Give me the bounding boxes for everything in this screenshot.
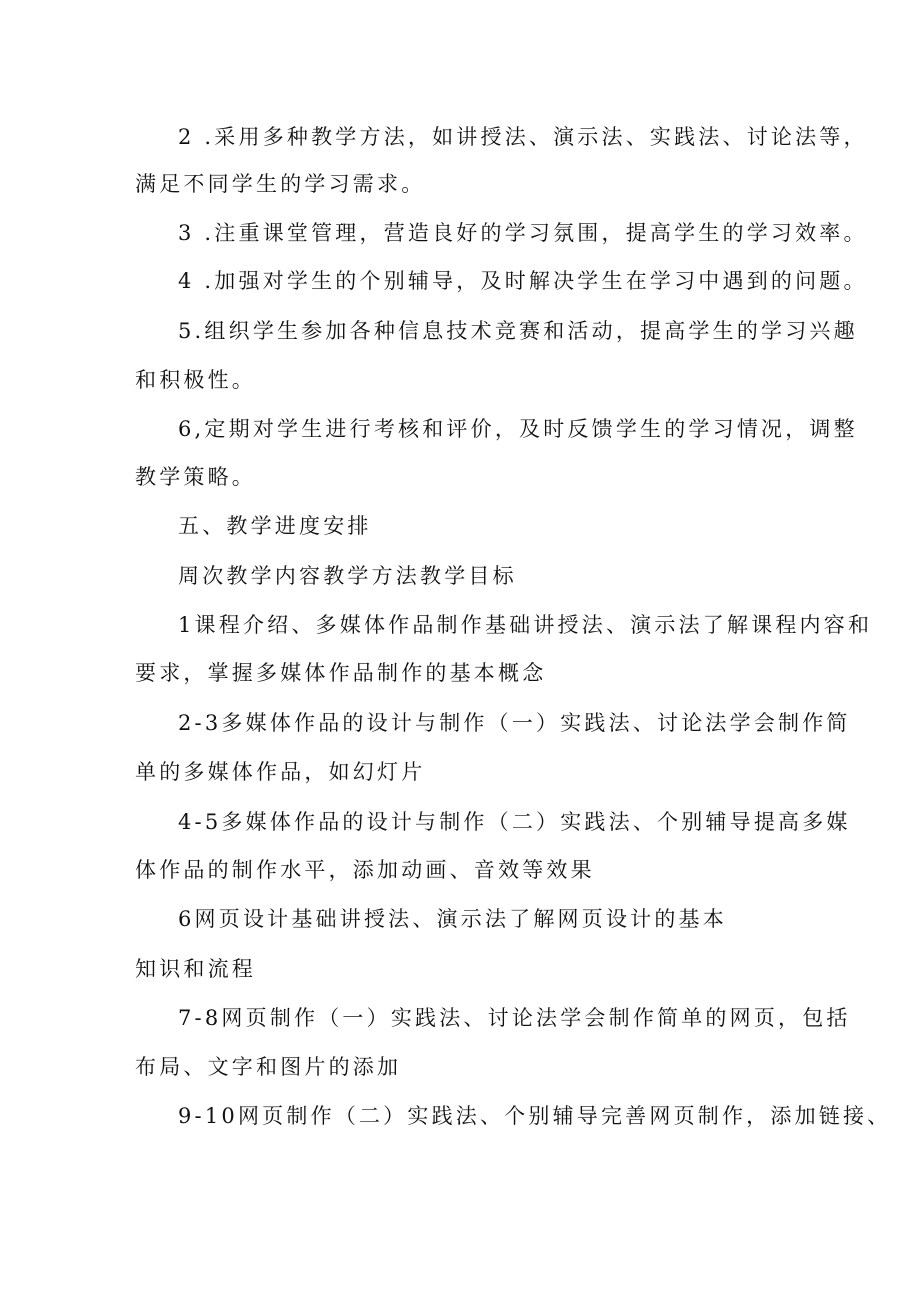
section-heading: 五、教学进度安排 <box>178 514 372 538</box>
schedule-row-1-line-1: 1课程介绍、多媒体作品制作基础讲授法、演示法了解课程内容和 <box>178 613 873 637</box>
schedule-row-4-line-1: 6网页设计基础讲授法、演示法了解网页设计的基本 <box>178 907 727 931</box>
schedule-row-4-line-2: 知识和流程 <box>135 957 256 981</box>
paragraph-6-line-2: 教学策略。 <box>135 465 256 489</box>
schedule-table-header: 周次教学内容教学方法教学目标 <box>178 564 517 588</box>
paragraph-2-line-2: 满足不同学生的学习需求。 <box>135 172 426 196</box>
paragraph-3: 3 .注重课堂管理，营造良好的学习氛围，提高学生的学习效率。 <box>178 221 868 245</box>
schedule-row-2-line-1: 2-3多媒体作品的设计与制作（一）实践法、讨论法学会制作简 <box>178 711 851 735</box>
paragraph-6-line-1: 6,定期对学生进行考核和评价，及时反馈学生的学习情况，调整 <box>178 417 858 441</box>
schedule-row-6-line-1: 9-10网页制作（二）实践法、个别辅导完善网页制作，添加链接、 <box>178 1104 892 1128</box>
schedule-row-5-line-1: 7-8网页制作（一）实践法、讨论法学会制作简单的网页，包括 <box>178 1006 851 1030</box>
schedule-row-3-line-1: 4-5多媒体作品的设计与制作（二）实践法、个别辅导提高多媒 <box>178 810 851 834</box>
schedule-row-1-line-2: 要求，掌握多媒体作品制作的基本概念 <box>135 661 547 685</box>
paragraph-5-line-2: 和积极性。 <box>135 368 256 392</box>
schedule-row-5-line-2: 布局、文字和图片的添加 <box>135 1055 402 1079</box>
paragraph-2-line-1: 2 .采用多种教学方法，如讲授法、演示法、实践法、讨论法等， <box>178 125 868 149</box>
paragraph-5-line-1: 5.组织学生参加各种信息技术竞赛和活动，提高学生的学习兴趣 <box>178 319 858 343</box>
schedule-row-3-line-2: 体作品的制作水平，添加动画、音效等效果 <box>135 858 595 882</box>
paragraph-4: 4 .加强对学生的个别辅导，及时解决学生在学习中遇到的问题。 <box>178 269 868 293</box>
schedule-row-2-line-2: 单的多媒体作品，如幻灯片 <box>135 760 426 784</box>
